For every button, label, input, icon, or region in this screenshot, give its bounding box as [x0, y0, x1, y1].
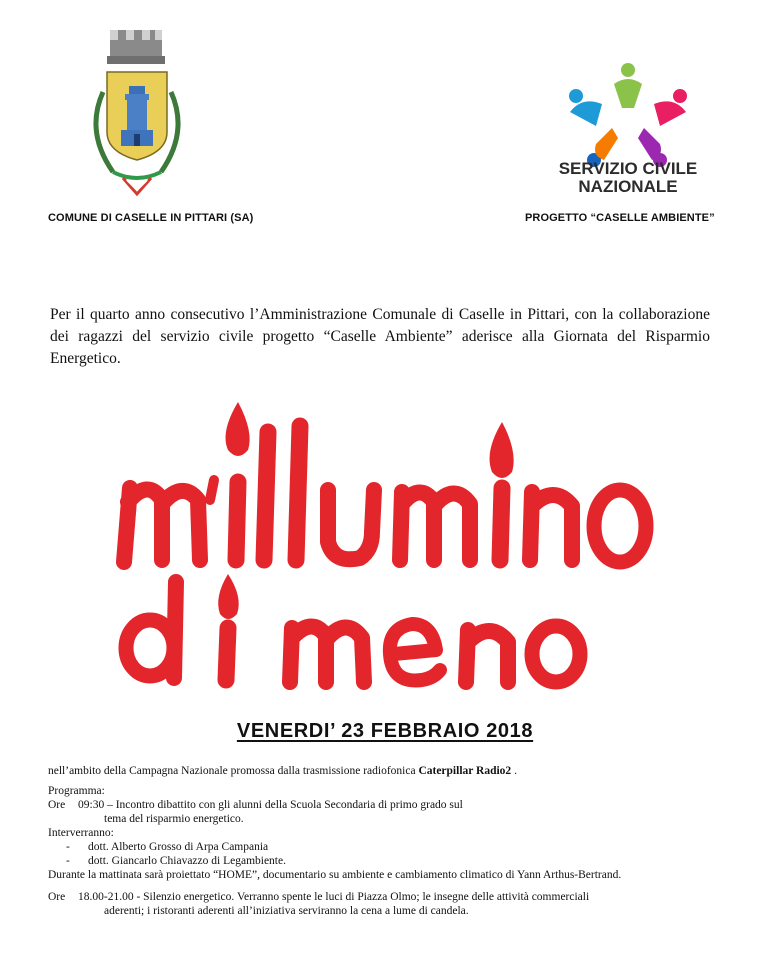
item1-line2: tema del risparmio energetico. — [104, 813, 244, 825]
progetto-label: PROGETTO “CASELLE AMBIENTE” — [525, 212, 715, 224]
item2-line1: 18.00-21.00 - Silenzio energetico. Verranno spente le luci di Piazza Olmo; le insegne delle attività commerciali — [78, 891, 590, 903]
campaign-end: . — [511, 765, 517, 777]
intro-paragraph: Per il quarto anno consecutivo l’Amministrazione Comunale di Caselle in Pittari, con la collaborazione dei ragazzi del servizio civile progetto “Caselle Ambiente” aderisce alla Giornata del Risparmio Energetico. — [50, 306, 710, 367]
scn-line2: NAZIONALE — [578, 177, 678, 196]
ore-label: Ore — [48, 891, 66, 903]
program-section — [48, 784, 728, 918]
campaign-line — [48, 764, 517, 778]
campaign-text: nell’ambito della Campagna Nazionale promossa dalla trasmissione radiofonica — [48, 765, 419, 777]
program-item-1 — [48, 798, 728, 812]
event-date-text: VENERDI’ 23 FEBBRAIO 2018 — [236, 720, 534, 742]
speaker-item: - dott. Giancarlo Chiavazzo di Legambiente. — [66, 855, 286, 867]
speaker-item: - dott. Alberto Grosso di Arpa Campania — [66, 841, 269, 853]
item2-line2: aderenti; i ristoranti aderenti all’iniziativa serviranno la cena a lume di candela. — [104, 905, 469, 917]
ore-label: Ore — [48, 799, 66, 811]
speaker-name: dott. Giancarlo Chiavazzo di Legambiente. — [88, 855, 286, 867]
morning-text: Durante la mattinata sarà proiettato “HOME”, documentario su ambiente e cambiamento climatico di Yann Arthus-Bertrand. — [48, 869, 622, 881]
item1-line1: 09:30 – Incontro dibattito con gli alunni della Scuola Secondaria di primo grado sul — [78, 799, 463, 811]
speaker-name: dott. Alberto Grosso di Arpa Campania — [88, 841, 269, 853]
millumino-di-meno-logo — [110, 392, 660, 692]
speakers-title: Interverranno: — [48, 827, 114, 839]
comune-label: COMUNE DI CASELLE IN PITTARI (SA) — [48, 212, 254, 224]
program-item-2 — [48, 890, 728, 904]
campaign-bold: Caterpillar Radio2 — [418, 765, 512, 777]
scn-line1: SERVIZIO CIVILE — [558, 159, 698, 178]
event-date — [0, 720, 770, 743]
program-title: Programma: — [48, 785, 105, 797]
municipal-crest-logo — [75, 22, 200, 202]
servizio-civile-wordmark — [548, 160, 708, 196]
